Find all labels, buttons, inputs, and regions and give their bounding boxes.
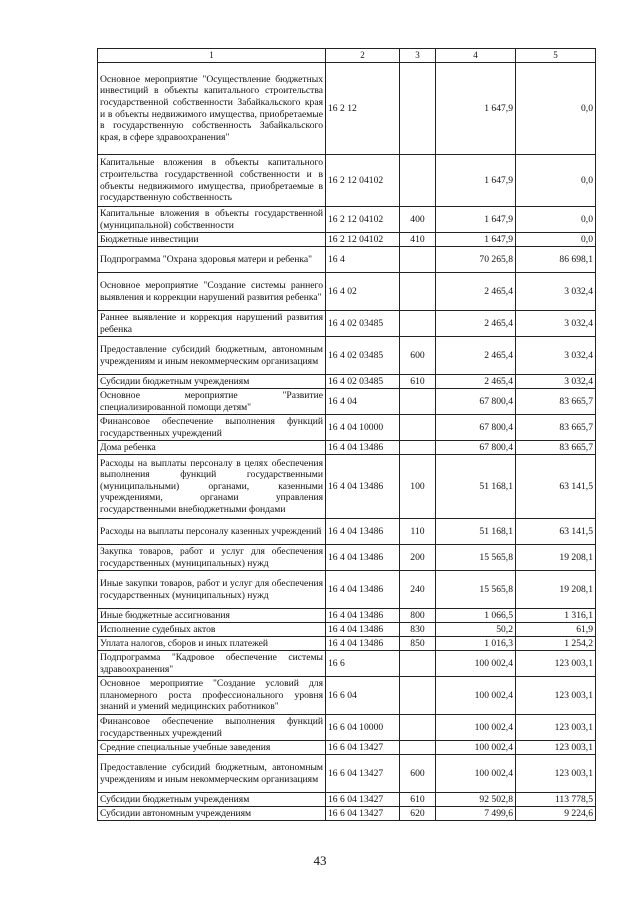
- row-code-cell: 16 6 04 13427: [326, 741, 400, 755]
- row-amount-2-cell: 1 316,1: [516, 609, 596, 623]
- row-amount-1-cell: 50,2: [436, 623, 516, 637]
- row-expense-type-cell: 610: [400, 793, 436, 807]
- table-row: [98, 375, 596, 389]
- row-name-cell: Капитальные вложения в объекты государственной (муниципальной) собственности: [98, 207, 326, 233]
- row-amount-1-cell: 1 647,9: [436, 207, 516, 233]
- row-amount-2-cell: 63 141,5: [516, 519, 596, 545]
- table-row: [98, 155, 596, 207]
- row-expense-type-cell: 610: [400, 375, 436, 389]
- row-name-cell: Расходы на выплаты персоналу казенных учреждений: [98, 519, 326, 545]
- row-amount-2-cell: 123 003,1: [516, 755, 596, 793]
- row-expense-type-cell: [400, 389, 436, 415]
- row-expense-type-cell: 830: [400, 623, 436, 637]
- table-row: [98, 247, 596, 273]
- row-amount-2-cell: 83 665,7: [516, 389, 596, 415]
- row-name-cell: Средние специальные учебные заведения: [98, 741, 326, 755]
- table-row: [98, 741, 596, 755]
- row-amount-2-cell: 123 003,1: [516, 677, 596, 715]
- row-name-cell: Дома ребенка: [98, 441, 326, 455]
- table-row: [98, 677, 596, 715]
- row-name-cell: Субсидии бюджетным учреждениям: [98, 793, 326, 807]
- column-header-5: 5: [516, 49, 596, 63]
- row-name-cell: Раннее выявление и коррекция нарушений развития ребенка: [98, 311, 326, 337]
- row-amount-1-cell: 2 465,4: [436, 273, 516, 311]
- row-expense-type-cell: [400, 311, 436, 337]
- row-code-cell: 16 4 02 03485: [326, 311, 400, 337]
- row-amount-2-cell: 0,0: [516, 63, 596, 155]
- row-code-cell: 16 6: [326, 651, 400, 677]
- row-code-cell: 16 2 12 04102: [326, 155, 400, 207]
- row-code-cell: 16 4: [326, 247, 400, 273]
- row-amount-1-cell: 92 502,8: [436, 793, 516, 807]
- table-row: [98, 623, 596, 637]
- row-code-cell: 16 4 04 13486: [326, 609, 400, 623]
- table-row: [98, 207, 596, 233]
- row-expense-type-cell: 800: [400, 609, 436, 623]
- row-code-cell: 16 4 04 13486: [326, 545, 400, 571]
- table-row: [98, 273, 596, 311]
- row-amount-1-cell: 51 168,1: [436, 519, 516, 545]
- row-amount-1-cell: 2 465,4: [436, 311, 516, 337]
- row-code-cell: 16 6 04 10000: [326, 715, 400, 741]
- row-code-cell: 16 4 04 13486: [326, 571, 400, 609]
- row-name-cell: Иные закупки товаров, работ и услуг для обеспечения государственных (муниципальных) нужд: [98, 571, 326, 609]
- row-code-cell: 16 4 02 03485: [326, 337, 400, 375]
- row-expense-type-cell: 850: [400, 637, 436, 651]
- row-code-cell: 16 4 04 10000: [326, 415, 400, 441]
- row-name-cell: Предоставление субсидий бюджетным, автономным учреждениям и иным некоммерческим организациям: [98, 755, 326, 793]
- row-amount-1-cell: 100 002,4: [436, 741, 516, 755]
- column-header-2: 2: [326, 49, 400, 63]
- row-code-cell: 16 4 04 13486: [326, 637, 400, 651]
- row-name-cell: Исполнение судебных актов: [98, 623, 326, 637]
- row-amount-1-cell: 51 168,1: [436, 455, 516, 519]
- row-amount-2-cell: 0,0: [516, 233, 596, 247]
- column-header-4: 4: [436, 49, 516, 63]
- row-expense-type-cell: [400, 651, 436, 677]
- row-code-cell: 16 4 04 13486: [326, 519, 400, 545]
- table-row: [98, 545, 596, 571]
- row-expense-type-cell: [400, 155, 436, 207]
- row-amount-2-cell: 123 003,1: [516, 715, 596, 741]
- row-amount-1-cell: 15 565,8: [436, 571, 516, 609]
- row-name-cell: Уплата налогов, сборов и иных платежей: [98, 637, 326, 651]
- row-expense-type-cell: 410: [400, 233, 436, 247]
- table-header-row: [98, 49, 596, 63]
- row-code-cell: 16 2 12 04102: [326, 207, 400, 233]
- row-name-cell: Закупка товаров, работ и услуг для обеспечения государственных (муниципальных) нужд: [98, 545, 326, 571]
- row-amount-2-cell: 113 778,5: [516, 793, 596, 807]
- table-row: [98, 571, 596, 609]
- table-row: [98, 389, 596, 415]
- row-code-cell: 16 6 04 13427: [326, 807, 400, 821]
- row-expense-type-cell: 600: [400, 755, 436, 793]
- row-name-cell: Финансовое обеспечение выполнения функций государственных учреждений: [98, 715, 326, 741]
- row-code-cell: 16 2 12: [326, 63, 400, 155]
- row-amount-2-cell: 3 032,4: [516, 311, 596, 337]
- column-header-3: 3: [400, 49, 436, 63]
- row-name-cell: Капитальные вложения в объекты капитального строительства государственной собственности и в объекты недвижимого имущества, приобретаемые в государственную собственность: [98, 155, 326, 207]
- row-expense-type-cell: 110: [400, 519, 436, 545]
- row-amount-2-cell: 9 224,6: [516, 807, 596, 821]
- row-code-cell: 16 4 04 13486: [326, 441, 400, 455]
- row-amount-1-cell: 1 016,3: [436, 637, 516, 651]
- row-name-cell: Предоставление субсидий бюджетным, автономным учреждениям и иным некоммерческим организациям: [98, 337, 326, 375]
- row-expense-type-cell: 600: [400, 337, 436, 375]
- row-expense-type-cell: 240: [400, 571, 436, 609]
- row-code-cell: 16 6 04 13427: [326, 793, 400, 807]
- row-name-cell: Субсидии бюджетным учреждениям: [98, 375, 326, 389]
- table-row: [98, 311, 596, 337]
- row-amount-1-cell: 100 002,4: [436, 677, 516, 715]
- row-name-cell: Иные бюджетные ассигнования: [98, 609, 326, 623]
- table-row: [98, 233, 596, 247]
- row-amount-1-cell: 15 565,8: [436, 545, 516, 571]
- row-amount-1-cell: 67 800,4: [436, 415, 516, 441]
- row-amount-1-cell: 1 647,9: [436, 155, 516, 207]
- budget-table-body: [98, 49, 596, 821]
- table-row: [98, 455, 596, 519]
- row-amount-1-cell: 100 002,4: [436, 715, 516, 741]
- row-amount-1-cell: 100 002,4: [436, 651, 516, 677]
- row-name-cell: Субсидии автономным учреждениям: [98, 807, 326, 821]
- row-amount-2-cell: 0,0: [516, 207, 596, 233]
- row-amount-1-cell: 67 800,4: [436, 389, 516, 415]
- row-amount-2-cell: 63 141,5: [516, 455, 596, 519]
- table-row: [98, 337, 596, 375]
- row-name-cell: Бюджетные инвестиции: [98, 233, 326, 247]
- row-code-cell: 16 4 04 13486: [326, 455, 400, 519]
- table-row: [98, 637, 596, 651]
- table-row: [98, 415, 596, 441]
- row-amount-1-cell: 1 647,9: [436, 63, 516, 155]
- table-row: [98, 519, 596, 545]
- row-amount-1-cell: 2 465,4: [436, 375, 516, 389]
- row-expense-type-cell: 100: [400, 455, 436, 519]
- row-expense-type-cell: 200: [400, 545, 436, 571]
- row-name-cell: Основное мероприятие "Развитие специализированной помощи детям": [98, 389, 326, 415]
- row-expense-type-cell: [400, 273, 436, 311]
- row-code-cell: 16 6 04: [326, 677, 400, 715]
- table-row: [98, 807, 596, 821]
- row-expense-type-cell: [400, 715, 436, 741]
- row-amount-2-cell: 83 665,7: [516, 415, 596, 441]
- row-amount-2-cell: 123 003,1: [516, 651, 596, 677]
- row-expense-type-cell: 620: [400, 807, 436, 821]
- row-name-cell: Расходы на выплаты персоналу в целях обеспечения выполнения функций государственными (муниципальными) органами, казенными учреждениями, органами управления государственными внебюджетными фондами: [98, 455, 326, 519]
- row-code-cell: 16 6 04 13427: [326, 755, 400, 793]
- table-row: [98, 755, 596, 793]
- row-amount-2-cell: 3 032,4: [516, 337, 596, 375]
- row-amount-2-cell: 19 208,1: [516, 571, 596, 609]
- row-name-cell: Основное мероприятие "Осуществление бюджетных инвестиций в объекты капитального строительства государственной собственности Забайкальского края и в объекты недвижимого имущества, приобретаемые в государственную собственность Забайкальского края, в сфере здравоохранения": [98, 63, 326, 155]
- table-row: [98, 63, 596, 155]
- row-amount-1-cell: 100 002,4: [436, 755, 516, 793]
- row-amount-2-cell: 19 208,1: [516, 545, 596, 571]
- row-expense-type-cell: 400: [400, 207, 436, 233]
- table-row: [98, 651, 596, 677]
- row-amount-1-cell: 1 647,9: [436, 233, 516, 247]
- row-expense-type-cell: [400, 63, 436, 155]
- row-code-cell: 16 2 12 04102: [326, 233, 400, 247]
- row-name-cell: Подпрограмма "Кадровое обеспечение системы здравоохранения": [98, 651, 326, 677]
- row-amount-1-cell: 67 800,4: [436, 441, 516, 455]
- row-code-cell: 16 4 02: [326, 273, 400, 311]
- budget-table: [97, 48, 596, 821]
- row-code-cell: 16 4 04 13486: [326, 623, 400, 637]
- row-expense-type-cell: [400, 741, 436, 755]
- table-row: [98, 715, 596, 741]
- row-code-cell: 16 4 04: [326, 389, 400, 415]
- row-name-cell: Подпрограмма "Охрана здоровья матери и ребенка": [98, 247, 326, 273]
- table-row: [98, 609, 596, 623]
- row-amount-1-cell: 2 465,4: [436, 337, 516, 375]
- row-amount-2-cell: 3 032,4: [516, 273, 596, 311]
- page-number: 43: [313, 853, 327, 868]
- column-header-1: 1: [98, 49, 326, 63]
- row-amount-2-cell: 83 665,7: [516, 441, 596, 455]
- table-row: [98, 441, 596, 455]
- table-row: [98, 793, 596, 807]
- row-amount-1-cell: 70 265,8: [436, 247, 516, 273]
- row-code-cell: 16 4 02 03485: [326, 375, 400, 389]
- row-amount-2-cell: 61,9: [516, 623, 596, 637]
- row-name-cell: Основное мероприятие "Создание системы раннего выявления и коррекции нарушений развития ребенка": [98, 273, 326, 311]
- row-amount-2-cell: 123 003,1: [516, 741, 596, 755]
- row-expense-type-cell: [400, 415, 436, 441]
- row-name-cell: Основное мероприятие "Создание условий для планомерного роста профессионального уровня знаний и умений медицинских работников": [98, 677, 326, 715]
- row-name-cell: Финансовое обеспечение выполнения функций государственных учреждений: [98, 415, 326, 441]
- row-amount-2-cell: 0,0: [516, 155, 596, 207]
- row-amount-2-cell: 3 032,4: [516, 375, 596, 389]
- row-amount-1-cell: 7 499,6: [436, 807, 516, 821]
- row-expense-type-cell: [400, 677, 436, 715]
- row-expense-type-cell: [400, 441, 436, 455]
- row-amount-2-cell: 1 254,2: [516, 637, 596, 651]
- row-expense-type-cell: [400, 247, 436, 273]
- row-amount-2-cell: 86 698,1: [516, 247, 596, 273]
- row-amount-1-cell: 1 066,5: [436, 609, 516, 623]
